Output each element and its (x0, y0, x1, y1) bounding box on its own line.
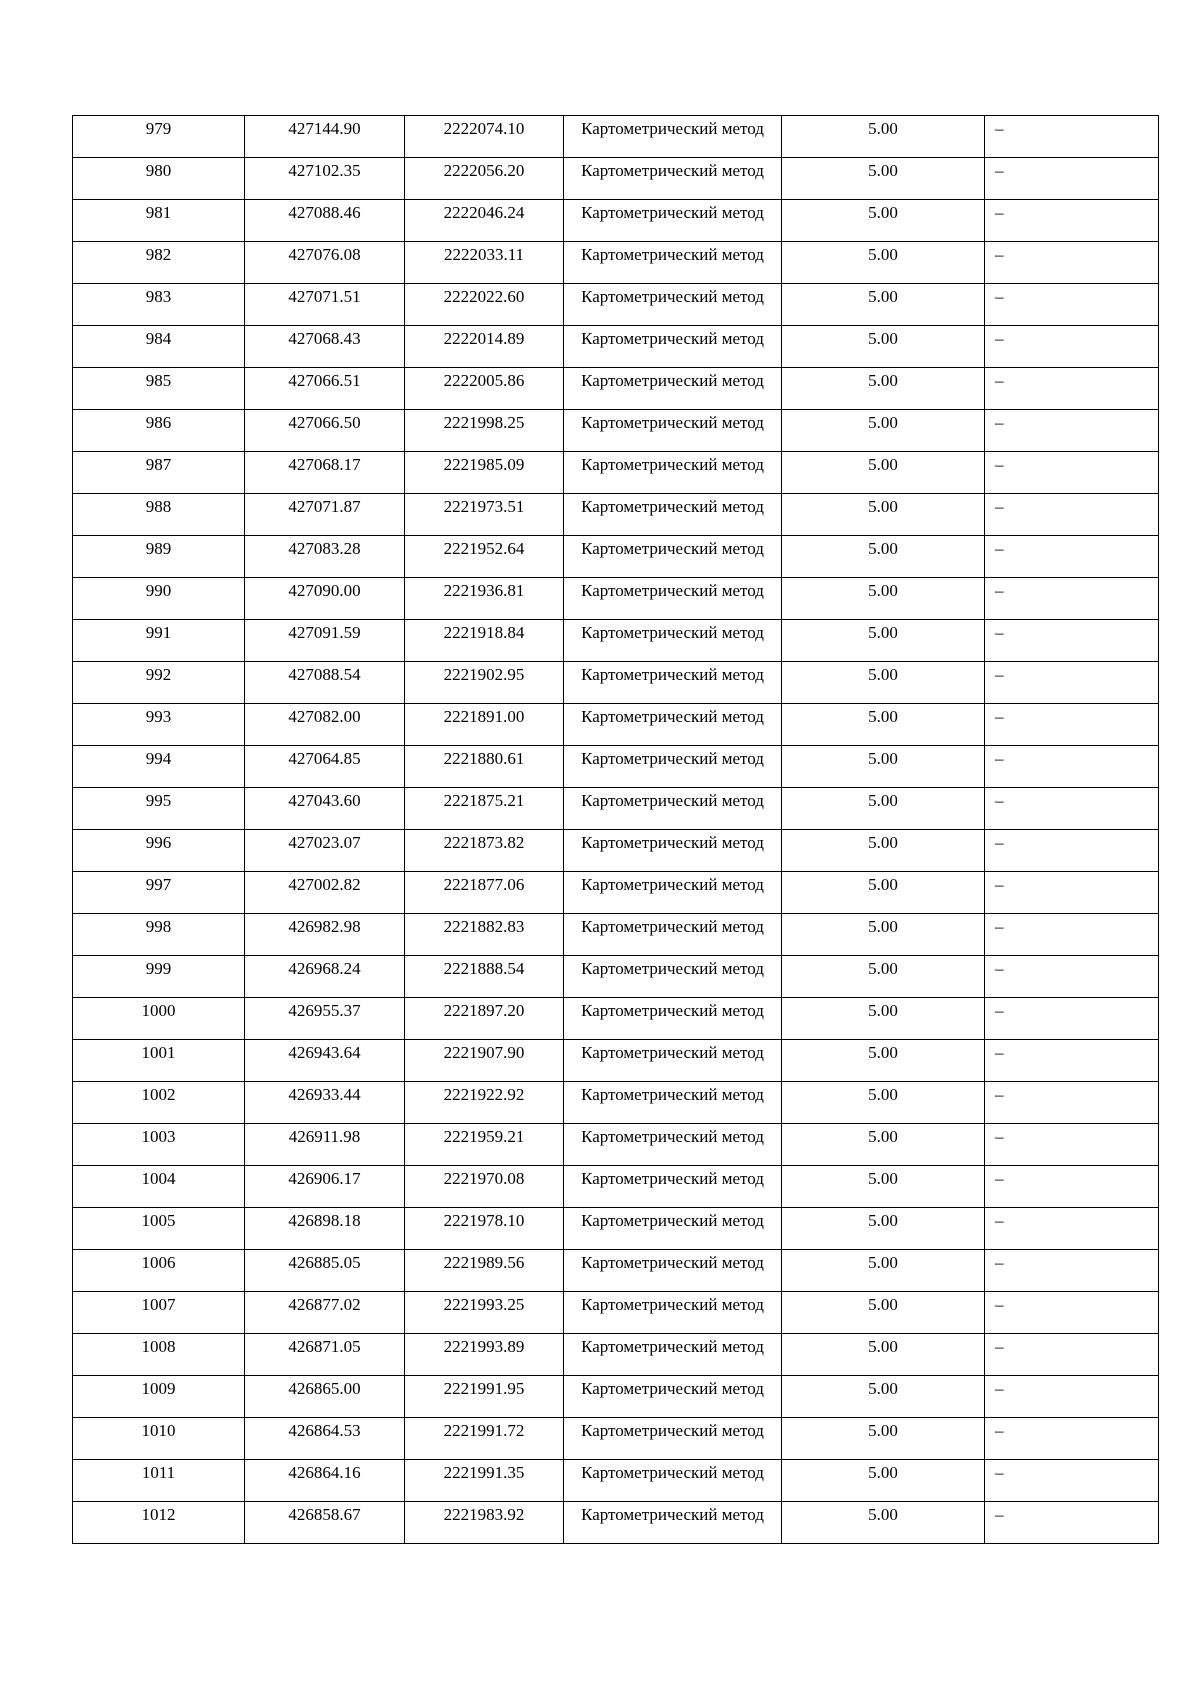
method-text: Картометрический метод (581, 833, 764, 852)
method-cell (564, 1334, 782, 1376)
y-coordinate-cell: 2222033.11 (405, 242, 564, 284)
table-row (73, 1460, 1159, 1502)
accuracy-cell: 5.00 (782, 242, 985, 284)
note-cell: – (985, 788, 1159, 830)
y-coordinate-cell: 2222005.86 (405, 368, 564, 410)
x-coordinate-cell: 427082.00 (245, 704, 405, 746)
method-cell (564, 368, 782, 410)
y-coordinate-cell: 2221973.51 (405, 494, 564, 536)
y-coordinate-cell: 2221877.06 (405, 872, 564, 914)
method-cell (564, 494, 782, 536)
method-text: Картометрический метод (581, 581, 764, 600)
accuracy-cell: 5.00 (782, 1040, 985, 1082)
y-coordinate-cell: 2221897.20 (405, 998, 564, 1040)
method-cell (564, 914, 782, 956)
accuracy-cell: 5.00 (782, 704, 985, 746)
method-text: Картометрический метод (581, 455, 764, 474)
note-cell: – (985, 704, 1159, 746)
table-row (73, 1082, 1159, 1124)
note-cell: – (985, 830, 1159, 872)
note-cell: – (985, 914, 1159, 956)
method-text: Картометрический метод (581, 1253, 764, 1272)
point-number-cell: 984 (73, 326, 245, 368)
table-row (73, 368, 1159, 410)
method-text: Картометрический метод (581, 749, 764, 768)
y-coordinate-cell: 2221918.84 (405, 620, 564, 662)
method-text: Картометрический метод (581, 1379, 764, 1398)
accuracy-cell: 5.00 (782, 620, 985, 662)
method-cell (564, 788, 782, 830)
table-row (73, 746, 1159, 788)
method-cell (564, 284, 782, 326)
accuracy-cell: 5.00 (782, 830, 985, 872)
accuracy-cell: 5.00 (782, 788, 985, 830)
point-number-cell: 983 (73, 284, 245, 326)
note-cell: – (985, 1124, 1159, 1166)
accuracy-cell: 5.00 (782, 1376, 985, 1418)
note-cell: – (985, 200, 1159, 242)
table-row (73, 956, 1159, 998)
accuracy-cell: 5.00 (782, 1082, 985, 1124)
y-coordinate-cell: 2221998.25 (405, 410, 564, 452)
table-row (73, 1040, 1159, 1082)
method-cell (564, 998, 782, 1040)
point-number-cell: 1002 (73, 1082, 245, 1124)
table-row (73, 1124, 1159, 1166)
table-row (73, 1250, 1159, 1292)
point-number-cell: 1003 (73, 1124, 245, 1166)
y-coordinate-cell: 2221902.95 (405, 662, 564, 704)
y-coordinate-cell: 2221880.61 (405, 746, 564, 788)
method-cell (564, 1502, 782, 1544)
y-coordinate-cell: 2221978.10 (405, 1208, 564, 1250)
accuracy-cell: 5.00 (782, 1460, 985, 1502)
x-coordinate-cell: 427023.07 (245, 830, 405, 872)
table-row (73, 452, 1159, 494)
method-text: Картометрический метод (581, 245, 764, 264)
accuracy-cell: 5.00 (782, 1124, 985, 1166)
point-number-cell: 1005 (73, 1208, 245, 1250)
method-text: Картометрический метод (581, 1043, 764, 1062)
point-number-cell: 996 (73, 830, 245, 872)
x-coordinate-cell: 427071.51 (245, 284, 405, 326)
method-cell (564, 1292, 782, 1334)
method-text: Картометрический метод (581, 665, 764, 684)
x-coordinate-cell: 427088.54 (245, 662, 405, 704)
x-coordinate-cell: 426864.53 (245, 1418, 405, 1460)
method-text: Картометрический метод (581, 161, 764, 180)
table-row (73, 410, 1159, 452)
y-coordinate-cell: 2221993.89 (405, 1334, 564, 1376)
method-cell (564, 578, 782, 620)
y-coordinate-cell: 2221875.21 (405, 788, 564, 830)
accuracy-cell: 5.00 (782, 200, 985, 242)
y-coordinate-cell: 2221936.81 (405, 578, 564, 620)
table-row (73, 704, 1159, 746)
point-number-cell: 986 (73, 410, 245, 452)
y-coordinate-cell: 2221882.83 (405, 914, 564, 956)
method-text: Картометрический метод (581, 1001, 764, 1020)
coordinates-table (72, 115, 1159, 1544)
note-cell: – (985, 1334, 1159, 1376)
point-number-cell: 1009 (73, 1376, 245, 1418)
note-cell: – (985, 536, 1159, 578)
method-cell (564, 536, 782, 578)
accuracy-cell: 5.00 (782, 746, 985, 788)
method-text: Картометрический метод (581, 707, 764, 726)
table-row (73, 158, 1159, 200)
x-coordinate-cell: 427088.46 (245, 200, 405, 242)
point-number-cell: 997 (73, 872, 245, 914)
accuracy-cell: 5.00 (782, 326, 985, 368)
accuracy-cell: 5.00 (782, 914, 985, 956)
point-number-cell: 991 (73, 620, 245, 662)
method-cell (564, 158, 782, 200)
method-cell (564, 1082, 782, 1124)
point-number-cell: 990 (73, 578, 245, 620)
note-cell: – (985, 284, 1159, 326)
note-cell: – (985, 956, 1159, 998)
table-row (73, 1292, 1159, 1334)
point-number-cell: 982 (73, 242, 245, 284)
point-number-cell: 992 (73, 662, 245, 704)
y-coordinate-cell: 2221991.95 (405, 1376, 564, 1418)
table-row (73, 242, 1159, 284)
method-cell (564, 452, 782, 494)
method-cell (564, 704, 782, 746)
table-row (73, 830, 1159, 872)
y-coordinate-cell: 2221888.54 (405, 956, 564, 998)
method-text: Картометрический метод (581, 1463, 764, 1482)
method-cell (564, 872, 782, 914)
method-cell (564, 200, 782, 242)
x-coordinate-cell: 427068.17 (245, 452, 405, 494)
note-cell: – (985, 1040, 1159, 1082)
x-coordinate-cell: 427064.85 (245, 746, 405, 788)
point-number-cell: 994 (73, 746, 245, 788)
point-number-cell: 1006 (73, 1250, 245, 1292)
method-cell (564, 1418, 782, 1460)
y-coordinate-cell: 2221983.92 (405, 1502, 564, 1544)
method-text: Картометрический метод (581, 287, 764, 306)
point-number-cell: 1007 (73, 1292, 245, 1334)
x-coordinate-cell: 426906.17 (245, 1166, 405, 1208)
table-row (73, 1166, 1159, 1208)
y-coordinate-cell: 2221873.82 (405, 830, 564, 872)
note-cell: – (985, 326, 1159, 368)
point-number-cell: 1004 (73, 1166, 245, 1208)
accuracy-cell: 5.00 (782, 1418, 985, 1460)
y-coordinate-cell: 2222056.20 (405, 158, 564, 200)
note-cell: – (985, 746, 1159, 788)
accuracy-cell: 5.00 (782, 494, 985, 536)
accuracy-cell: 5.00 (782, 1250, 985, 1292)
accuracy-cell: 5.00 (782, 662, 985, 704)
note-cell: – (985, 1418, 1159, 1460)
accuracy-cell: 5.00 (782, 1502, 985, 1544)
method-cell (564, 1040, 782, 1082)
note-cell: – (985, 1082, 1159, 1124)
note-cell: – (985, 368, 1159, 410)
x-coordinate-cell: 426858.67 (245, 1502, 405, 1544)
table-row (73, 1208, 1159, 1250)
method-cell (564, 326, 782, 368)
method-cell (564, 242, 782, 284)
table-row (73, 914, 1159, 956)
accuracy-cell: 5.00 (782, 536, 985, 578)
method-text: Картометрический метод (581, 1211, 764, 1230)
x-coordinate-cell: 427144.90 (245, 116, 405, 158)
note-cell: – (985, 1208, 1159, 1250)
point-number-cell: 979 (73, 116, 245, 158)
point-number-cell: 999 (73, 956, 245, 998)
table-row (73, 116, 1159, 158)
table-row (73, 620, 1159, 662)
x-coordinate-cell: 426911.98 (245, 1124, 405, 1166)
note-cell: – (985, 1292, 1159, 1334)
x-coordinate-cell: 426982.98 (245, 914, 405, 956)
method-text: Картометрический метод (581, 497, 764, 516)
method-text: Картометрический метод (581, 959, 764, 978)
method-text: Картометрический метод (581, 539, 764, 558)
coordinates-table-body (73, 116, 1159, 1544)
method-text: Картометрический метод (581, 917, 764, 936)
point-number-cell: 980 (73, 158, 245, 200)
y-coordinate-cell: 2222046.24 (405, 200, 564, 242)
table-row (73, 578, 1159, 620)
note-cell: – (985, 1502, 1159, 1544)
accuracy-cell: 5.00 (782, 998, 985, 1040)
table-row (73, 998, 1159, 1040)
note-cell: – (985, 158, 1159, 200)
y-coordinate-cell: 2221993.25 (405, 1292, 564, 1334)
x-coordinate-cell: 427076.08 (245, 242, 405, 284)
method-cell (564, 410, 782, 452)
method-cell (564, 1124, 782, 1166)
method-cell (564, 830, 782, 872)
method-text: Картометрический метод (581, 1337, 764, 1356)
method-text: Картометрический метод (581, 203, 764, 222)
y-coordinate-cell: 2221989.56 (405, 1250, 564, 1292)
note-cell: – (985, 578, 1159, 620)
table-row (73, 1334, 1159, 1376)
point-number-cell: 993 (73, 704, 245, 746)
point-number-cell: 1008 (73, 1334, 245, 1376)
method-cell (564, 1166, 782, 1208)
note-cell: – (985, 242, 1159, 284)
table-row (73, 1418, 1159, 1460)
method-text: Картометрический метод (581, 791, 764, 810)
method-cell (564, 1208, 782, 1250)
point-number-cell: 998 (73, 914, 245, 956)
table-row (73, 326, 1159, 368)
method-text: Картометрический метод (581, 119, 764, 138)
accuracy-cell: 5.00 (782, 368, 985, 410)
method-text: Картометрический метод (581, 371, 764, 390)
note-cell: – (985, 620, 1159, 662)
table-row (73, 200, 1159, 242)
table-row (73, 788, 1159, 830)
x-coordinate-cell: 427090.00 (245, 578, 405, 620)
method-text: Картометрический метод (581, 1127, 764, 1146)
point-number-cell: 995 (73, 788, 245, 830)
note-cell: – (985, 1376, 1159, 1418)
accuracy-cell: 5.00 (782, 452, 985, 494)
note-cell: – (985, 662, 1159, 704)
y-coordinate-cell: 2222014.89 (405, 326, 564, 368)
point-number-cell: 1012 (73, 1502, 245, 1544)
method-text: Картометрический метод (581, 329, 764, 348)
accuracy-cell: 5.00 (782, 1208, 985, 1250)
x-coordinate-cell: 426864.16 (245, 1460, 405, 1502)
method-cell (564, 1250, 782, 1292)
point-number-cell: 1001 (73, 1040, 245, 1082)
table-row (73, 494, 1159, 536)
method-cell (564, 1376, 782, 1418)
accuracy-cell: 5.00 (782, 956, 985, 998)
note-cell: – (985, 1460, 1159, 1502)
accuracy-cell: 5.00 (782, 578, 985, 620)
point-number-cell: 1000 (73, 998, 245, 1040)
accuracy-cell: 5.00 (782, 284, 985, 326)
point-number-cell: 988 (73, 494, 245, 536)
method-text: Картометрический метод (581, 413, 764, 432)
note-cell: – (985, 872, 1159, 914)
x-coordinate-cell: 427071.87 (245, 494, 405, 536)
x-coordinate-cell: 426933.44 (245, 1082, 405, 1124)
x-coordinate-cell: 426871.05 (245, 1334, 405, 1376)
point-number-cell: 981 (73, 200, 245, 242)
note-cell: – (985, 1166, 1159, 1208)
x-coordinate-cell: 426877.02 (245, 1292, 405, 1334)
x-coordinate-cell: 426885.05 (245, 1250, 405, 1292)
x-coordinate-cell: 427066.50 (245, 410, 405, 452)
method-text: Картометрический метод (581, 1085, 764, 1104)
x-coordinate-cell: 427002.82 (245, 872, 405, 914)
x-coordinate-cell: 426865.00 (245, 1376, 405, 1418)
accuracy-cell: 5.00 (782, 116, 985, 158)
note-cell: – (985, 998, 1159, 1040)
y-coordinate-cell: 2221907.90 (405, 1040, 564, 1082)
table-row (73, 1502, 1159, 1544)
point-number-cell: 987 (73, 452, 245, 494)
method-text: Картометрический метод (581, 1421, 764, 1440)
method-cell (564, 116, 782, 158)
note-cell: – (985, 494, 1159, 536)
accuracy-cell: 5.00 (782, 1334, 985, 1376)
x-coordinate-cell: 427102.35 (245, 158, 405, 200)
method-text: Картометрический метод (581, 1169, 764, 1188)
x-coordinate-cell: 426955.37 (245, 998, 405, 1040)
method-cell (564, 746, 782, 788)
y-coordinate-cell: 2221952.64 (405, 536, 564, 578)
method-cell (564, 620, 782, 662)
point-number-cell: 989 (73, 536, 245, 578)
y-coordinate-cell: 2222022.60 (405, 284, 564, 326)
accuracy-cell: 5.00 (782, 410, 985, 452)
x-coordinate-cell: 427068.43 (245, 326, 405, 368)
y-coordinate-cell: 2222074.10 (405, 116, 564, 158)
table-row (73, 1376, 1159, 1418)
x-coordinate-cell: 427091.59 (245, 620, 405, 662)
y-coordinate-cell: 2221922.92 (405, 1082, 564, 1124)
method-cell (564, 662, 782, 704)
note-cell: – (985, 116, 1159, 158)
x-coordinate-cell: 427083.28 (245, 536, 405, 578)
x-coordinate-cell: 426968.24 (245, 956, 405, 998)
y-coordinate-cell: 2221985.09 (405, 452, 564, 494)
note-cell: – (985, 1250, 1159, 1292)
x-coordinate-cell: 427066.51 (245, 368, 405, 410)
method-text: Картометрический метод (581, 1505, 764, 1524)
table-row (73, 872, 1159, 914)
point-number-cell: 985 (73, 368, 245, 410)
accuracy-cell: 5.00 (782, 872, 985, 914)
y-coordinate-cell: 2221991.35 (405, 1460, 564, 1502)
y-coordinate-cell: 2221991.72 (405, 1418, 564, 1460)
method-text: Картометрический метод (581, 623, 764, 642)
x-coordinate-cell: 427043.60 (245, 788, 405, 830)
method-cell (564, 956, 782, 998)
method-text: Картометрический метод (581, 875, 764, 894)
method-cell (564, 1460, 782, 1502)
note-cell: – (985, 452, 1159, 494)
table-row (73, 536, 1159, 578)
x-coordinate-cell: 426943.64 (245, 1040, 405, 1082)
table-row (73, 662, 1159, 704)
point-number-cell: 1010 (73, 1418, 245, 1460)
point-number-cell: 1011 (73, 1460, 245, 1502)
table-row (73, 284, 1159, 326)
note-cell: – (985, 410, 1159, 452)
x-coordinate-cell: 426898.18 (245, 1208, 405, 1250)
accuracy-cell: 5.00 (782, 158, 985, 200)
y-coordinate-cell: 2221959.21 (405, 1124, 564, 1166)
y-coordinate-cell: 2221970.08 (405, 1166, 564, 1208)
accuracy-cell: 5.00 (782, 1292, 985, 1334)
y-coordinate-cell: 2221891.00 (405, 704, 564, 746)
method-text: Картометрический метод (581, 1295, 764, 1314)
accuracy-cell: 5.00 (782, 1166, 985, 1208)
